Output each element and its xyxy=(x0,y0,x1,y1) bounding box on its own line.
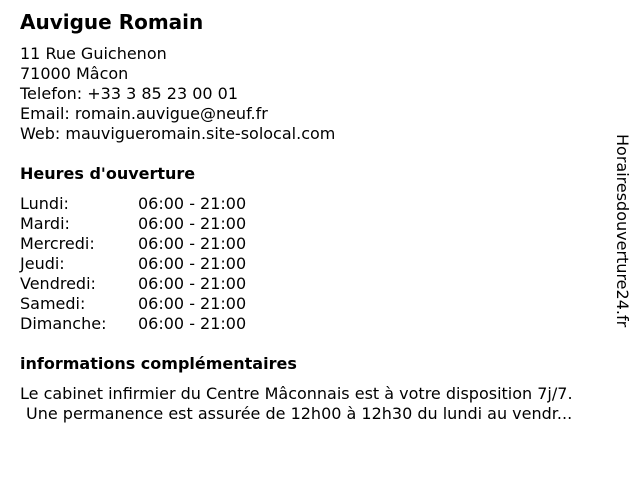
description-line-1: Le cabinet infirmier du Centre Mâconnais est à votre disposition 7j/7. xyxy=(20,384,573,403)
hours-row-thursday xyxy=(20,254,246,274)
street-address: 11 Rue Guichenon xyxy=(20,44,167,63)
website: Web: mauvigueromain.site-solocal.com xyxy=(20,124,336,143)
city-postal-code: 71000 Mâcon xyxy=(20,64,129,83)
day-label: Mercredi: xyxy=(20,234,95,253)
site-watermark: Horairesdouverture24.fr xyxy=(613,134,632,328)
day-label: Mardi: xyxy=(20,214,70,233)
time-range: 06:00 - 21:00 xyxy=(138,274,247,293)
contact-block xyxy=(20,44,335,144)
hours-row-friday xyxy=(20,274,246,294)
day-label: Lundi: xyxy=(20,194,69,213)
hours-row-monday xyxy=(20,194,246,214)
additional-info-text xyxy=(20,384,620,424)
hours-row-sunday xyxy=(20,314,246,334)
hours-row-saturday xyxy=(20,294,246,314)
time-range: 06:00 - 21:00 xyxy=(138,254,247,273)
additional-info-heading: informations complémentaires xyxy=(20,354,297,373)
time-range: 06:00 - 21:00 xyxy=(138,194,247,213)
business-name: Auvigue Romain xyxy=(20,10,204,34)
day-label: Dimanche: xyxy=(20,314,107,333)
time-range: 06:00 - 21:00 xyxy=(138,234,247,253)
opening-hours-heading: Heures d'ouverture xyxy=(20,164,196,183)
phone-number: Telefon: +33 3 85 23 00 01 xyxy=(20,84,239,103)
day-label: Vendredi: xyxy=(20,274,96,293)
day-label: Jeudi: xyxy=(20,254,65,273)
description-line-2: Une permanence est assurée de 12h00 à 12h30 du lundi au vendr... xyxy=(26,404,573,423)
hours-row-wednesday xyxy=(20,234,246,254)
opening-hours-table xyxy=(20,194,246,334)
hours-row-tuesday xyxy=(20,214,246,234)
time-range: 06:00 - 21:00 xyxy=(138,294,247,313)
email-address: Email: romain.auvigue@neuf.fr xyxy=(20,104,268,123)
time-range: 06:00 - 21:00 xyxy=(138,314,247,333)
time-range: 06:00 - 21:00 xyxy=(138,214,247,233)
day-label: Samedi: xyxy=(20,294,86,313)
